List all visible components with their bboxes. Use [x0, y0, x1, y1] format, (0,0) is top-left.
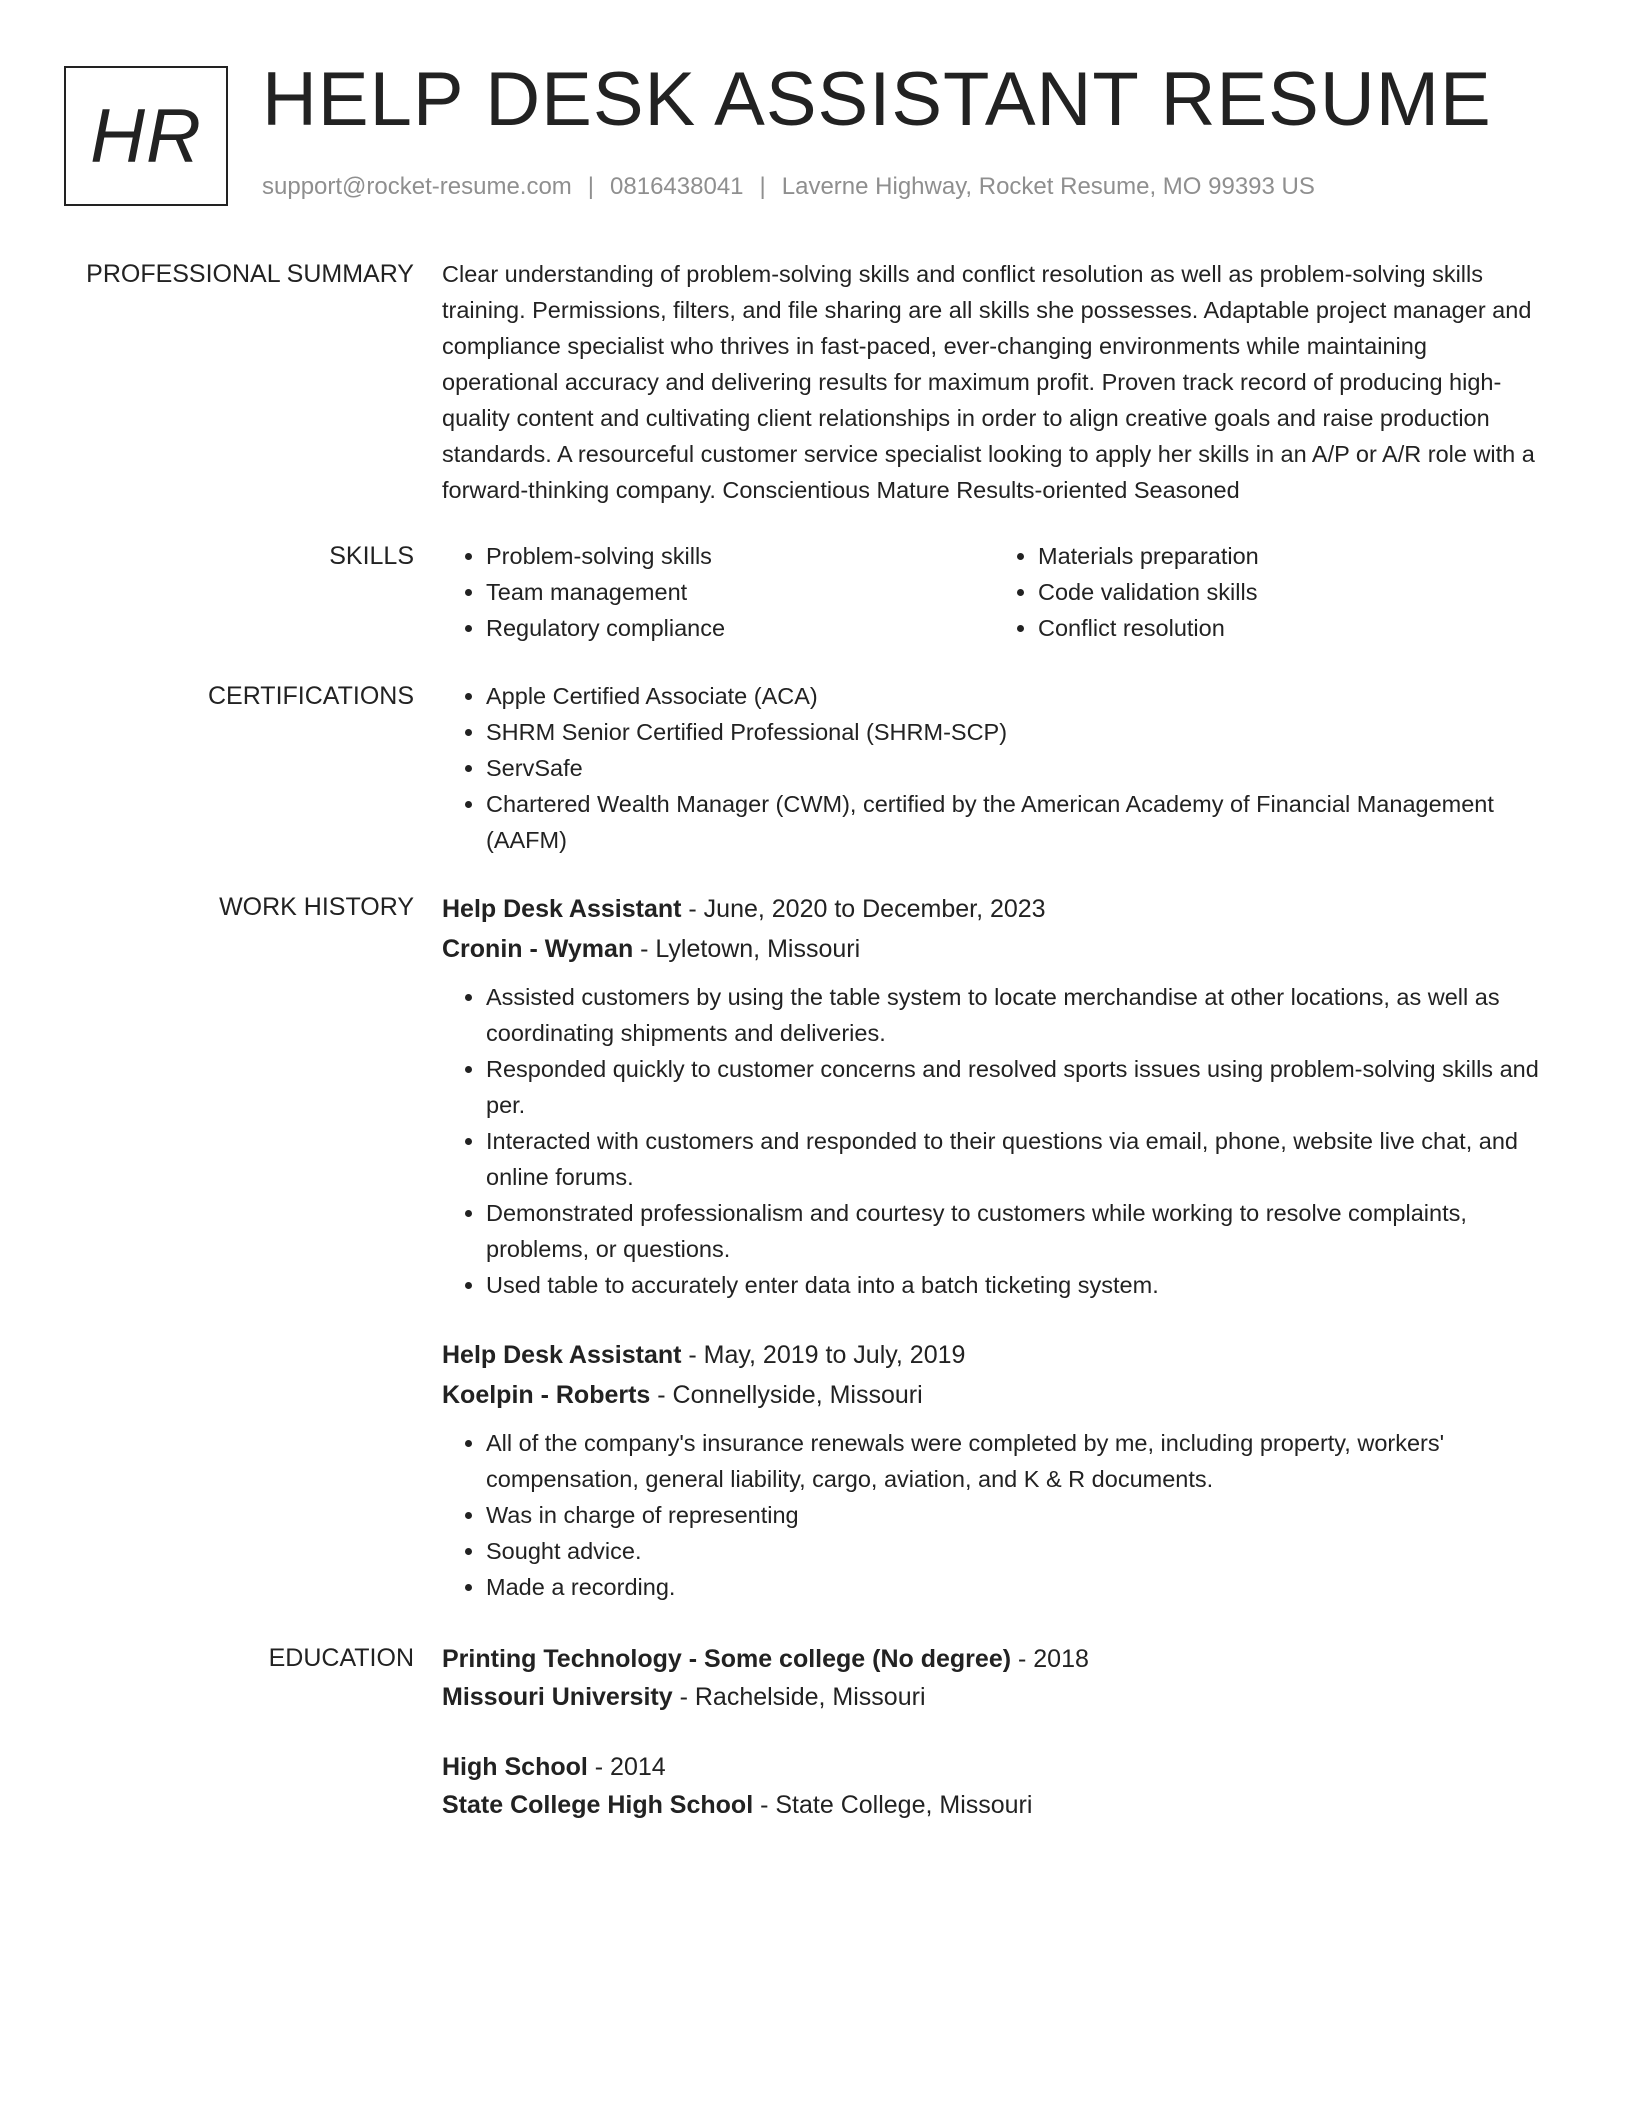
- job-bullet: • Sought advice.: [486, 1533, 1546, 1569]
- education-school-line: [442, 1678, 1546, 1716]
- contact-email[interactable]: support@rocket-resume.com: [262, 173, 572, 200]
- resume-title: HELP DESK ASSISTANT RESUME: [262, 57, 1492, 142]
- contact-separator: |: [759, 173, 766, 200]
- monogram-logo: HR: [64, 66, 228, 206]
- skill-item: • Team management: [486, 574, 994, 610]
- job-location: - Lyletown, Missouri: [633, 935, 861, 963]
- education-entry: [442, 1748, 1546, 1824]
- section-heading-certifications: CERTIFICATIONS: [207, 682, 414, 710]
- education-year: - 2014: [587, 1753, 666, 1781]
- skills-list-right: [994, 538, 1546, 646]
- job-bullet: • Demonstrated professionalism and courtesy to customers while working to resolve complaints, problems, or questions.: [486, 1195, 1546, 1267]
- education-year: - 2018: [1011, 1645, 1089, 1673]
- section-heading-work-history: WORK HISTORY: [219, 893, 414, 921]
- skill-item: • Problem-solving skills: [486, 538, 994, 574]
- section-heading-summary: PROFESSIONAL SUMMARY: [86, 260, 414, 288]
- certification-item: • SHRM Senior Certified Professional (SHRM-SCP): [486, 714, 1546, 750]
- job-entry: [442, 1335, 1546, 1605]
- education-school: State College High School: [442, 1791, 754, 1819]
- job-title-line: [442, 1335, 1546, 1375]
- job-company: Koelpin - Roberts: [442, 1381, 651, 1409]
- section-heading-skills: SKILLS: [329, 542, 414, 570]
- education-degree-line: [442, 1640, 1546, 1678]
- education-degree-line: [442, 1748, 1546, 1786]
- education-location: - Rachelside, Missouri: [672, 1683, 926, 1711]
- education-degree: Printing Technology - Some college (No degree): [442, 1645, 1012, 1673]
- job-title: Help Desk Assistant: [442, 895, 682, 923]
- skills-body: [442, 538, 1546, 646]
- job-company-line: [442, 929, 1546, 969]
- job-bullet: • Interacted with customers and responded to their questions via email, phone, website live chat, and online forums.: [486, 1123, 1546, 1195]
- work-history-body: [442, 889, 1546, 1605]
- job-bullet: • Responded quickly to customer concerns and resolved sports issues using problem-solving skills and per.: [486, 1051, 1546, 1123]
- skill-item: • Materials preparation: [1038, 538, 1546, 574]
- job-bullet: • Used table to accurately enter data into a batch ticketing system.: [486, 1267, 1546, 1303]
- education-body: [442, 1640, 1546, 1824]
- job-title-line: [442, 889, 1546, 929]
- section-heading-education: EDUCATION: [268, 1644, 414, 1672]
- job-title: Help Desk Assistant: [442, 1341, 682, 1369]
- contact-line: [262, 173, 1315, 201]
- summary-body: [442, 256, 1546, 508]
- job-company-line: [442, 1375, 1546, 1415]
- education-location: - State College, Missouri: [753, 1791, 1033, 1819]
- summary-text: Clear understanding of problem-solving skills and conflict resolution as well as problem-solving skills training. Permissions, filters, and file sharing are all skills she possesses. Adaptable project manager and compliance specialist who thrives in fast-paced, ever-changing environments while maintaining operational accuracy and delivering results for maximum profit. Proven track record of producing high-quality content and cultivating client relationships in order to align creative goals and raise production standards. A resourceful customer service specialist looking to apply her skills in an A/P or A/R role with a forward-thinking company. Conscientious Mature Results-oriented Seasoned: [442, 261, 1535, 503]
- job-bullet: • Made a recording.: [486, 1569, 1546, 1605]
- education-school-line: [442, 1786, 1546, 1824]
- job-location: - Connellyside, Missouri: [650, 1381, 923, 1409]
- contact-separator: |: [587, 173, 595, 200]
- job-bullet: • Assisted customers by using the table system to locate merchandise at other locations, as well as coordinating shipments and deliveries.: [486, 979, 1546, 1051]
- certification-item: • ServSafe: [486, 750, 1546, 786]
- certification-item: • Chartered Wealth Manager (CWM), certified by the American Academy of Financial Management (AAFM): [486, 786, 1546, 858]
- skill-item: • Regulatory compliance: [486, 610, 994, 646]
- education-degree: High School: [442, 1753, 588, 1781]
- job-dates: - June, 2020 to December, 2023: [681, 895, 1046, 923]
- job-bullet: • All of the company's insurance renewals were completed by me, including property, workers' compensation, general liability, cargo, aviation, and K & R documents.: [486, 1425, 1546, 1497]
- contact-phone[interactable]: 0816438041: [610, 173, 744, 200]
- education-entry: [442, 1640, 1546, 1716]
- certification-item: • Apple Certified Associate (ACA): [486, 678, 1546, 714]
- contact-address: Laverne Highway, Rocket Resume, MO 99393 US: [781, 173, 1315, 200]
- job-bullet: • Was in charge of representing: [486, 1497, 1546, 1533]
- job-bullets: [442, 979, 1546, 1303]
- job-entry: [442, 889, 1546, 1303]
- job-dates: - May, 2019 to July, 2019: [681, 1341, 966, 1369]
- certifications-list: [442, 678, 1546, 858]
- skill-item: • Code validation skills: [1038, 574, 1546, 610]
- skill-item: • Conflict resolution: [1038, 610, 1546, 646]
- education-school: Missouri University: [442, 1683, 673, 1711]
- job-company: Cronin - Wyman: [442, 935, 634, 963]
- job-bullets: [442, 1425, 1546, 1605]
- certifications-body: [442, 678, 1546, 858]
- skills-list-left: [442, 538, 994, 646]
